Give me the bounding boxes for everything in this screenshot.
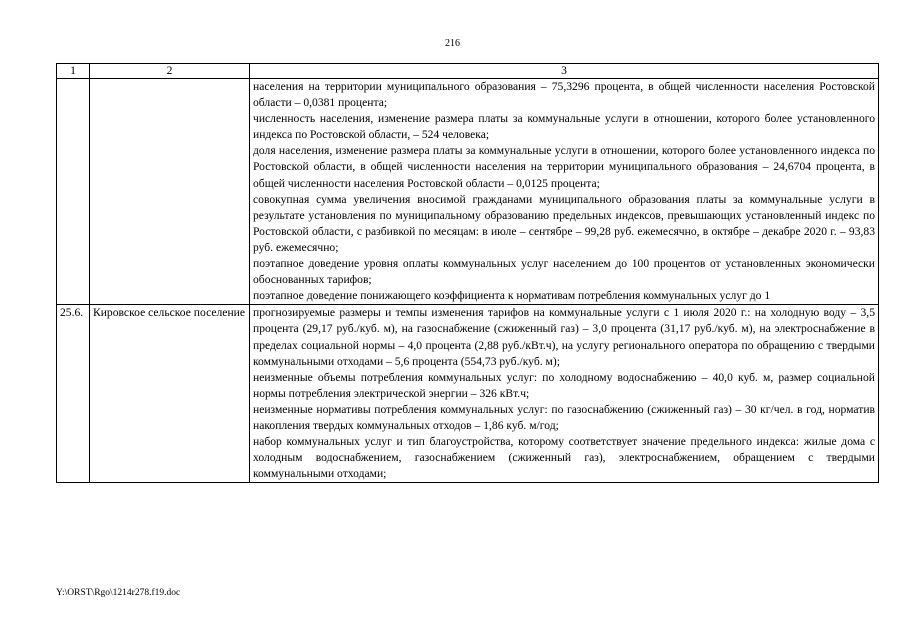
description-paragraph: поэтапное доведение уровня оплаты коммунальных услуг населением до 100 процентов от установленных экономически обоснованных тарифов;: [253, 257, 875, 287]
row-number: [57, 79, 90, 305]
description-paragraph: прогнозируемые размеры и темпы изменения тарифов на коммунальные услуги с 1 июля 2020 г.: на холодную воду – 3,5 процента (29,17 руб./куб. м), на газоснабжение (сжиженный газ) – 3,0 процента (31,17 руб./куб. м), на электроснабжение в пределах социальной нормы – 4,0 процента (2,88 руб./кВт.ч), на услугу регионального оператора по обращению с твердыми коммунальными отходами – 5,6 процента (554,73 руб./куб. м);: [253, 306, 875, 368]
column-header-3: 3: [250, 64, 879, 79]
description-paragraph: неизменные объемы потребления коммунальных услуг: по холодному водоснабжению – 40,0 куб. м, размер социальной нормы потребления электрической энергии – 326 кВт.ч;: [253, 370, 875, 400]
column-header-1: 1: [57, 64, 90, 79]
page-number: 216: [445, 38, 460, 49]
description-cell: [250, 305, 879, 483]
description-paragraph: поэтапное доведение понижающего коэффициента к нормативам потребления коммунальных услуг до 1: [253, 289, 771, 303]
row-number: 25.6.: [57, 305, 90, 483]
description-paragraph: совокупная сумма увеличения вносимой гражданами муниципального образования платы за коммунальные услуги в результате установления по муниципальному образованию предельных индексов, превышающих установленный индекс по Ростовской области, с разбивкой по месяцам: в июле – сентябре – 99,28 руб. ежемесячно, в октябре – декабре 2020 г. – 93,83 руб. ежемесячно;: [253, 192, 875, 254]
table-row: [57, 305, 879, 483]
description-paragraph: численность населения, изменение размера платы за коммунальные услуги в отношении, которого более установленного индекса по Ростовской области, – 524 человека;: [253, 112, 875, 142]
description-paragraph: неизменные нормативы потребления коммунальных услуг: по газоснабжению (сжиженный газ) – 30 кг/чел. в год, норматив накопления твердых коммунальных отходов – 1,86 куб. м/год;: [253, 402, 875, 432]
table-row: [57, 79, 879, 305]
document-table: [56, 63, 879, 483]
table-header-row: [57, 64, 879, 79]
column-header-2: 2: [90, 64, 250, 79]
footer-file-path: Y:\ORST\Rgo\1214r278.f19.doc: [56, 588, 181, 598]
description-paragraph: доля населения, изменение размера платы за коммунальные услуги в отношении, которого более установленного индекса по Ростовской области, в общей численности населения на территории муниципального образования – 24,6704 процента, в общей численности населения Ростовской области – 0,0125 процента;: [253, 144, 875, 190]
description-paragraph: набор коммунальных услуг и тип благоустройства, которому соответствует значение предельного индекса: жилые дома с холодным водоснабжением, газоснабжением (сжиженный газ), электроснабжением, обращением с твердыми коммунальными отходами;: [253, 435, 875, 481]
settlement-name: [90, 79, 250, 305]
description-paragraph: населения на территории муниципального образования – 75,3296 процента, в общей численности населения Ростовской области – 0,0381 процента;: [253, 80, 875, 110]
description-cell: [250, 79, 879, 305]
settlement-name: Кировское сельское поселение: [90, 305, 250, 483]
